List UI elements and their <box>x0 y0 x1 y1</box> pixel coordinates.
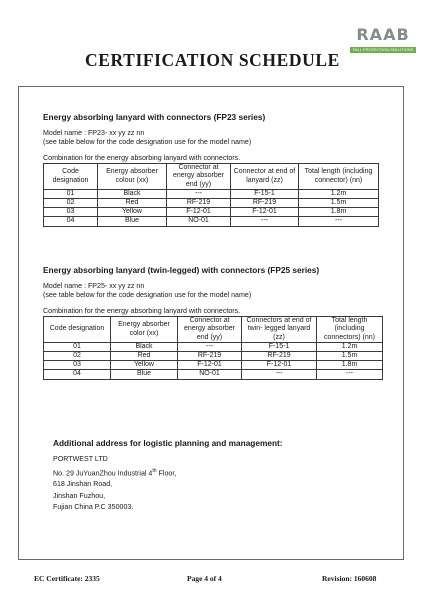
schedule-panel <box>18 86 404 560</box>
table-row <box>44 370 383 379</box>
fp25-heading: Energy absorbing lanyard (twin-legged) with connectors (FP25 series) <box>43 265 320 275</box>
fp23-model-name: Model name : FP23- xx yy zz nn <box>43 129 145 137</box>
address-heading: Additional address for logistic planning and management: <box>53 438 283 448</box>
fp25-section <box>43 265 383 380</box>
cell-connector-absorber: --- <box>167 189 231 198</box>
fp25-code-table <box>43 316 383 379</box>
cell-length: 1.5m <box>317 352 383 361</box>
cell-length: 1.8m <box>299 208 379 217</box>
cell-color: Blue <box>111 370 178 379</box>
cell-connector-lanyard: RF-219 <box>231 199 299 208</box>
fp25-model-name: Model name : FP25- xx yy zz nn <box>43 282 145 290</box>
cell-connector-absorber: NO-01 <box>167 217 231 226</box>
cell-colour: Yellow <box>98 208 167 217</box>
cell-connector-lanyard: F-15-1 <box>242 342 317 351</box>
fp25-note: (see table below for the code designation use for the model name) <box>43 291 252 300</box>
cell-length: 1.2m <box>317 342 383 351</box>
fp25-combination-caption: Combination for the energy absorbing lanyard with connectors. <box>43 306 241 315</box>
cell-connector-absorber: F-12-01 <box>167 208 231 217</box>
table-row <box>44 208 379 217</box>
header-connectors-lanyard-end: Connectors at end of twin- legged lanyard (zz) <box>242 317 317 343</box>
cell-code: 03 <box>44 361 111 370</box>
address-line-1-text: No. 29 JuYuanZhou Industrial 4 <box>53 468 153 477</box>
address-line-1-suffix: Floor, <box>156 468 177 477</box>
address-line-1-superscript: th <box>152 467 157 474</box>
cell-connector-lanyard: F-12-01 <box>231 208 299 217</box>
cell-colour: Red <box>98 199 167 208</box>
cell-length: 1.8m <box>317 361 383 370</box>
cell-color: Black <box>111 342 178 351</box>
cell-color: Yellow <box>111 361 178 370</box>
cell-connector-lanyard: --- <box>231 217 299 226</box>
header-code-designation: Code designation <box>44 164 98 190</box>
cell-code: 02 <box>44 352 111 361</box>
cell-connector-absorber: RF-219 <box>178 352 242 361</box>
cell-connector-lanyard: F-12-01 <box>242 361 317 370</box>
cell-colour: Blue <box>98 217 167 226</box>
cell-connector-absorber: --- <box>178 342 242 351</box>
logo-tagline: FALL PROTECTION SOLUTIONS <box>350 47 416 53</box>
table-row <box>44 217 379 226</box>
fp23-section <box>43 112 383 227</box>
header-absorber-colour: Energy absorber colour (xx) <box>98 164 167 190</box>
address-company: PORTWEST LTD <box>53 455 108 463</box>
table-row <box>44 361 383 370</box>
header-total-length: Total length (including connectors) (nn) <box>317 317 383 343</box>
table-row <box>44 199 379 208</box>
page-title: CERTIFICATION SCHEDULE <box>85 50 340 70</box>
table-row <box>44 342 383 351</box>
cell-connector-absorber: NO-01 <box>178 370 242 379</box>
table-header-row <box>44 164 379 190</box>
cell-code: 04 <box>44 370 111 379</box>
header-total-length: Total length (including connector) (nn) <box>299 164 379 190</box>
cell-length: 1.2m <box>299 189 379 198</box>
header-connector-absorber-end: Connector at energy absorber end (yy) <box>167 164 231 190</box>
cell-length: --- <box>299 217 379 226</box>
header-connector-absorber-end: Connector at energy absorber end (yy) <box>178 317 242 343</box>
footer-revision: Revision: 160608 <box>322 574 377 583</box>
address-line-2: 618 Jinshan Road, <box>53 480 113 489</box>
cell-code: 01 <box>44 342 111 351</box>
cell-code: 04 <box>44 217 98 226</box>
fp23-note: (see table below for the code designation use for the model name) <box>43 138 252 147</box>
footer-page-number: Page 4 of 4 <box>187 574 222 583</box>
fp23-combination-caption: Combination for the energy absorbing lanyard with connectors. <box>43 153 241 162</box>
cell-connector-lanyard: RF-219 <box>242 352 317 361</box>
cell-connector-absorber: F-12-01 <box>178 361 242 370</box>
cell-length: 1.5m <box>299 199 379 208</box>
cell-code: 02 <box>44 199 98 208</box>
cell-connector-lanyard: F-15-1 <box>231 189 299 198</box>
cell-connector-absorber: RF-219 <box>167 199 231 208</box>
table-row <box>44 352 383 361</box>
footer-certificate: EC Certificate: 2335 <box>34 574 100 583</box>
header-absorber-color: Energy absorber color (xx) <box>111 317 178 343</box>
logistics-address-section <box>53 438 393 514</box>
header-connector-lanyard-end: Connector at end of lanyard (zz) <box>231 164 299 190</box>
address-line-3: Jinshan Fuzhou, <box>53 491 106 500</box>
fp23-code-table <box>43 163 379 226</box>
cell-code: 03 <box>44 208 98 217</box>
table-row <box>44 189 379 198</box>
table-header-row <box>44 317 383 343</box>
logo-wordmark: RAAB <box>356 25 410 44</box>
cell-colour: Black <box>98 189 167 198</box>
address-line-4: Fujian China P.C 350003. <box>53 503 134 512</box>
cell-color: Red <box>111 352 178 361</box>
cell-connector-lanyard: --- <box>242 370 317 379</box>
address-line-1 <box>53 466 393 480</box>
cell-length: --- <box>317 370 383 379</box>
header-code-designation: Code designation <box>44 317 111 343</box>
cell-code: 01 <box>44 189 98 198</box>
fp23-heading: Energy absorbing lanyard with connectors (FP23 series) <box>43 112 266 122</box>
